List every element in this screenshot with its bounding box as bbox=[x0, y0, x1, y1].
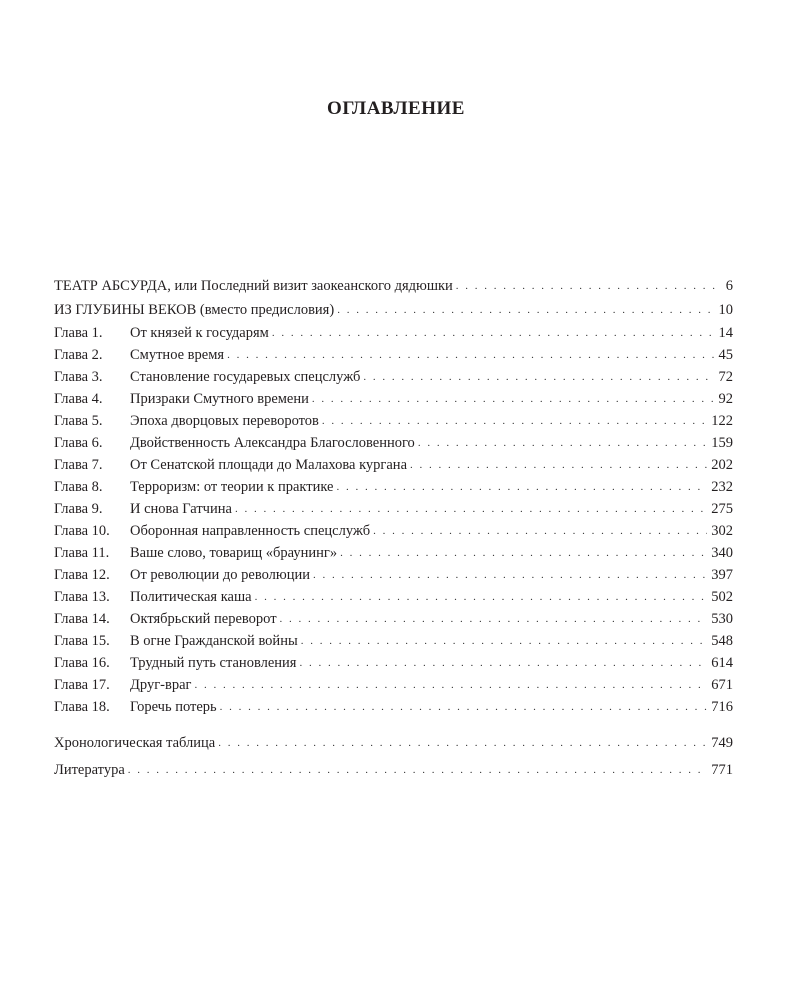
toc-entry-chapter-18 bbox=[54, 697, 733, 717]
toc-entry-intro-1 bbox=[54, 276, 733, 296]
chapter-number: Глава 1. bbox=[54, 325, 103, 341]
page-title: ОГЛАВЛЕНИЕ bbox=[327, 98, 465, 119]
toc-entry-label: Ваше слово, товарищ «браунинг» bbox=[130, 545, 338, 561]
toc-entry-label: Двойственность Александра Благословенного bbox=[130, 435, 415, 451]
leader-dots bbox=[340, 543, 707, 563]
toc-entry-page: 159 bbox=[711, 435, 733, 451]
chapter-number: Глава 3. bbox=[54, 369, 103, 385]
toc-entry-appendix-1 bbox=[54, 733, 733, 753]
toc-entry-chapter-1 bbox=[54, 323, 733, 343]
toc-entry-page: 14 bbox=[718, 325, 733, 341]
toc-entry-label: От революции до революции bbox=[130, 567, 310, 583]
toc-entry-label: Трудный путь становления bbox=[130, 655, 297, 671]
leader-dots bbox=[363, 367, 714, 387]
leader-dots bbox=[220, 697, 708, 717]
chapter-number: Глава 18. bbox=[54, 699, 110, 715]
toc-entry-page: 340 bbox=[711, 545, 733, 561]
toc-entry-chapter-13 bbox=[54, 587, 733, 607]
toc-entry-chapter-2 bbox=[54, 345, 733, 365]
chapter-number: Глава 7. bbox=[54, 457, 103, 473]
leader-dots bbox=[235, 499, 707, 519]
chapter-number: Глава 5. bbox=[54, 413, 103, 429]
chapter-number: Глава 4. bbox=[54, 391, 103, 407]
toc-entry-chapter-12 bbox=[54, 565, 733, 585]
chapter-number: Глава 10. bbox=[54, 523, 110, 539]
toc-entry-page: 716 bbox=[711, 699, 733, 715]
toc-entry-page: 397 bbox=[711, 567, 733, 583]
chapter-number: Глава 6. bbox=[54, 435, 103, 451]
leader-dots bbox=[194, 675, 707, 695]
toc-entry-label: В огне Гражданской войны bbox=[130, 633, 298, 649]
toc-entry-label: Терроризм: от теории к практике bbox=[130, 479, 334, 495]
leader-dots bbox=[410, 455, 707, 475]
chapter-number: Глава 14. bbox=[54, 611, 110, 627]
chapter-number: Глава 17. bbox=[54, 677, 110, 693]
leader-dots bbox=[301, 631, 708, 651]
toc-entry-chapter-4 bbox=[54, 389, 733, 409]
toc-entry-appendix-2 bbox=[54, 760, 733, 780]
toc-entry-label: И снова Гатчина bbox=[130, 501, 232, 517]
toc-entry-page: 45 bbox=[718, 347, 733, 363]
toc-entry-intro-2 bbox=[54, 300, 733, 320]
toc-entry-page: 122 bbox=[711, 413, 733, 429]
toc-entry-page: 771 bbox=[711, 762, 733, 778]
chapter-number: Глава 16. bbox=[54, 655, 110, 671]
chapter-number: Глава 2. bbox=[54, 347, 103, 363]
toc-entry-chapter-10 bbox=[54, 521, 733, 541]
leader-dots bbox=[418, 433, 707, 453]
toc-entry-page: 10 bbox=[718, 302, 733, 318]
toc-entry-label: Смутное время bbox=[130, 347, 225, 363]
leader-dots bbox=[128, 760, 707, 780]
toc-entry-label: От князей к государям bbox=[130, 325, 269, 341]
toc-entry-label: Политическая каша bbox=[130, 589, 252, 605]
toc-entry-label: ТЕАТР АБСУРДА, или Последний визит заокеанского дядюшки bbox=[54, 278, 453, 294]
toc-entry-page: 749 bbox=[711, 735, 733, 751]
chapter-number: Глава 12. bbox=[54, 567, 110, 583]
toc-entry-chapter-14 bbox=[54, 609, 733, 629]
toc-entry-page: 6 bbox=[725, 278, 733, 294]
toc-entry-page: 502 bbox=[711, 589, 733, 605]
chapter-number: Глава 15. bbox=[54, 633, 110, 649]
toc-entry-chapter-8 bbox=[54, 477, 733, 497]
toc-entry-chapter-3 bbox=[54, 367, 733, 387]
leader-dots bbox=[218, 733, 707, 753]
leader-dots bbox=[313, 565, 707, 585]
chapter-number: Глава 11. bbox=[54, 545, 110, 561]
toc-entry-page: 275 bbox=[711, 501, 733, 517]
leader-dots bbox=[337, 300, 714, 320]
leader-dots bbox=[299, 653, 707, 673]
leader-dots bbox=[227, 345, 714, 365]
toc-entry-page: 232 bbox=[711, 479, 733, 495]
toc-entry-chapter-7 bbox=[54, 455, 733, 475]
chapter-number: Глава 8. bbox=[54, 479, 103, 495]
toc-entry-page: 302 bbox=[711, 523, 733, 539]
leader-dots bbox=[322, 411, 707, 431]
toc-entry-chapter-16 bbox=[54, 653, 733, 673]
toc-entry-label: Оборонная направленность спецслужб bbox=[130, 523, 371, 539]
toc-entry-page: 202 bbox=[711, 457, 733, 473]
toc-entry-label: Хронологическая таблица bbox=[54, 735, 216, 751]
toc-entry-label: Литература bbox=[54, 762, 125, 778]
toc-entry-label: От Сенатской площади до Малахова кургана bbox=[130, 457, 408, 473]
toc-entry-chapter-6 bbox=[54, 433, 733, 453]
toc-entry-chapter-9 bbox=[54, 499, 733, 519]
toc-entry-chapter-17 bbox=[54, 675, 733, 695]
toc-entry-label: Становление государевых спецслужб bbox=[130, 369, 361, 385]
chapter-number: Глава 13. bbox=[54, 589, 110, 605]
toc-entry-label: Призраки Смутного времени bbox=[130, 391, 309, 407]
toc-entry-page: 72 bbox=[718, 369, 733, 385]
toc-entry-label: Эпоха дворцовых переворотов bbox=[130, 413, 319, 429]
toc-entry-page: 614 bbox=[711, 655, 733, 671]
toc-entry-page: 671 bbox=[711, 677, 733, 693]
toc-entry-chapter-11 bbox=[54, 543, 733, 563]
toc-entry-label: ИЗ ГЛУБИНЫ ВЕКОВ (вместо предисловия) bbox=[54, 302, 335, 318]
leader-dots bbox=[312, 389, 715, 409]
leader-dots bbox=[280, 609, 708, 629]
leader-dots bbox=[255, 587, 708, 607]
toc-entry-page: 530 bbox=[711, 611, 733, 627]
toc-entry-page: 548 bbox=[711, 633, 733, 649]
toc-entry-page: 92 bbox=[718, 391, 733, 407]
toc-entry-label: Друг-враг bbox=[130, 677, 192, 693]
leader-dots bbox=[336, 477, 707, 497]
leader-dots bbox=[272, 323, 715, 343]
leader-dots bbox=[456, 276, 722, 296]
toc-entry-chapter-15 bbox=[54, 631, 733, 651]
chapter-number: Глава 9. bbox=[54, 501, 103, 517]
toc-entry-label: Горечь потерь bbox=[130, 699, 217, 715]
toc-entry-chapter-5 bbox=[54, 411, 733, 431]
toc-entry-label: Октябрьский переворот bbox=[130, 611, 277, 627]
leader-dots bbox=[373, 521, 707, 541]
